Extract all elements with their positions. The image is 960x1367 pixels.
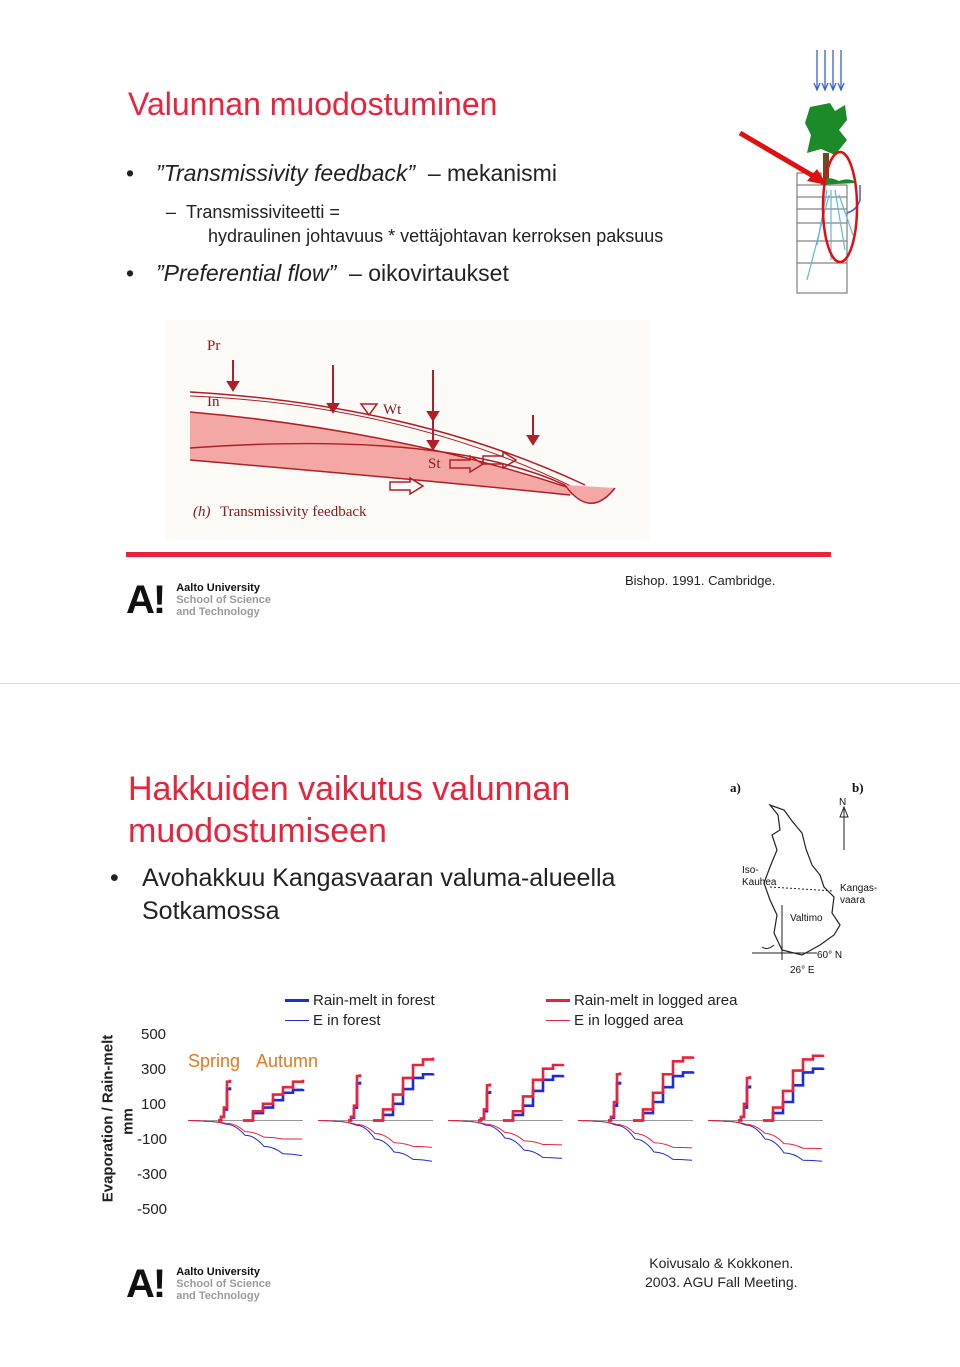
lon-label: 26° E [790, 965, 815, 976]
logo-line2: School of Science [176, 1278, 271, 1290]
series-line [188, 1121, 302, 1140]
series-line [608, 1072, 620, 1120]
ytick-500: 500 [141, 1026, 167, 1043]
series-line [708, 1121, 822, 1162]
bullet-dot: • [126, 260, 135, 286]
series-line [763, 1055, 823, 1121]
logo-line2: School of Science [176, 594, 271, 606]
kangasvaara-label: Kangas-vaara [840, 883, 878, 906]
bullet-avohakkuu [110, 862, 710, 928]
chart-legend [285, 990, 435, 1030]
slide2-title: Hakkuiden vaikutus valunnan muodostumiseen [128, 770, 571, 850]
chart-ylabel-wrap [100, 1016, 116, 1221]
bullet-dot: • [110, 864, 119, 892]
label-st: St [428, 456, 441, 472]
legend-item [546, 1010, 737, 1030]
bullet-dash: – [421, 160, 448, 186]
finland-map [722, 775, 887, 995]
iso-kauhea-label: Iso-Kauhea [742, 865, 777, 888]
valtimo-label: Valtimo [790, 913, 823, 924]
series-line [578, 1121, 692, 1148]
ytick-300: 300 [141, 1061, 167, 1078]
legend-label: E in logged area [574, 1011, 684, 1029]
aalto-logo-1 [126, 578, 271, 622]
bullet-transmissivity [126, 160, 557, 187]
sub-line1: Transmissiviteetti = [186, 202, 340, 222]
logo-line3: and Technology [176, 1290, 260, 1302]
slide1-title: Valunnan muodostuminen [128, 86, 498, 122]
bullet-preferential-rest: oikovirtaukset [368, 260, 509, 286]
label-in: In [207, 394, 220, 410]
aalto-mark: A! [126, 577, 165, 622]
series-line [373, 1058, 433, 1121]
series-line [478, 1084, 490, 1121]
slide1-footer-rule [126, 552, 831, 557]
series-line [243, 1080, 303, 1121]
logo-line1: Aalto University [176, 582, 260, 594]
legend-label: Rain-melt in forest [313, 991, 435, 1009]
legend-item [285, 1010, 435, 1030]
sub-bullet-transmissiviteetti [166, 200, 663, 248]
pointer-arrow [740, 133, 820, 180]
series-line [503, 1064, 563, 1120]
logo-line1: Aalto University [176, 1266, 260, 1278]
aalto-logo-2 [126, 1262, 271, 1306]
map-label-b: b) [852, 780, 864, 795]
sub-dash: – [166, 202, 187, 222]
series-line [448, 1121, 562, 1159]
series-line [348, 1074, 360, 1120]
sub-line2: hydraulinen johtavuus * vettäjohtavan kerroksen paksuus [208, 226, 664, 246]
tree-icon [805, 103, 847, 155]
tree-soil-illustration [735, 45, 870, 300]
bullet-transmissivity-rest: mekanismi [447, 160, 557, 186]
bullet-dot: • [126, 160, 135, 186]
ytick-minus100: -100 [137, 1131, 168, 1148]
series-line [633, 1057, 693, 1121]
bullet-avohakkuu-text: Avohakkuu Kangasvaaran valuma-alueella Sotkamossa [142, 864, 616, 925]
label-wt: Wt [383, 402, 402, 418]
lat-label: 60° N [817, 950, 843, 961]
ytick-minus500: -500 [137, 1201, 168, 1218]
chart-yunit: mm [119, 1108, 137, 1135]
series-line [218, 1080, 230, 1121]
chart-ylabel: Evaporation / Rain-melt [99, 1034, 117, 1203]
legend-swatch [285, 1020, 309, 1021]
term-preferential: ”Preferential flow” [156, 260, 337, 286]
chart-legend-logged [546, 990, 737, 1030]
slide1-citation: Bishop. 1991. Cambridge. [625, 573, 776, 588]
legend-item [546, 990, 737, 1010]
legend-swatch [546, 1020, 570, 1021]
series-line [188, 1121, 302, 1156]
ytick-minus300: -300 [137, 1166, 168, 1183]
series-line [708, 1121, 822, 1149]
map-label-a: a) [730, 780, 741, 795]
annotation-autumn: Autumn [256, 1051, 319, 1071]
series-line [738, 1076, 750, 1120]
legend-label: Rain-melt in logged area [574, 991, 738, 1009]
bullet-dash: – [342, 260, 369, 286]
series-line [318, 1121, 432, 1148]
legend-swatch [546, 999, 570, 1002]
aalto-mark: A! [126, 1261, 165, 1306]
series-line [578, 1121, 692, 1161]
citation-line1: Koivusalo & Kokkonen. [649, 1255, 794, 1271]
logo-line3: and Technology [176, 606, 260, 618]
label-pr: Pr [207, 338, 221, 354]
series-line [318, 1121, 432, 1162]
annotation-spring: Spring [188, 1051, 241, 1071]
figure-caption-text: Transmissivity feedback [220, 504, 367, 520]
bullet-preferential [126, 260, 509, 287]
legend-item [285, 990, 435, 1010]
series-line [448, 1121, 562, 1145]
ytick-100: 100 [141, 1096, 167, 1113]
chart-yunit-wrap [120, 1096, 136, 1146]
legend-swatch [285, 999, 309, 1002]
slide-separator [0, 683, 960, 684]
legend-label: E in forest [313, 1011, 381, 1029]
term-transmissivity: ”Transmissivity feedback” [156, 160, 416, 186]
north-label: N [839, 797, 847, 808]
citation-line2: 2003. AGU Fall Meeting. [645, 1274, 798, 1290]
slide2-citation [645, 1254, 798, 1292]
transmissivity-feedback-figure [165, 320, 650, 540]
evaporation-chart [180, 1028, 830, 1213]
figure-caption-letter: (h) [193, 504, 211, 520]
